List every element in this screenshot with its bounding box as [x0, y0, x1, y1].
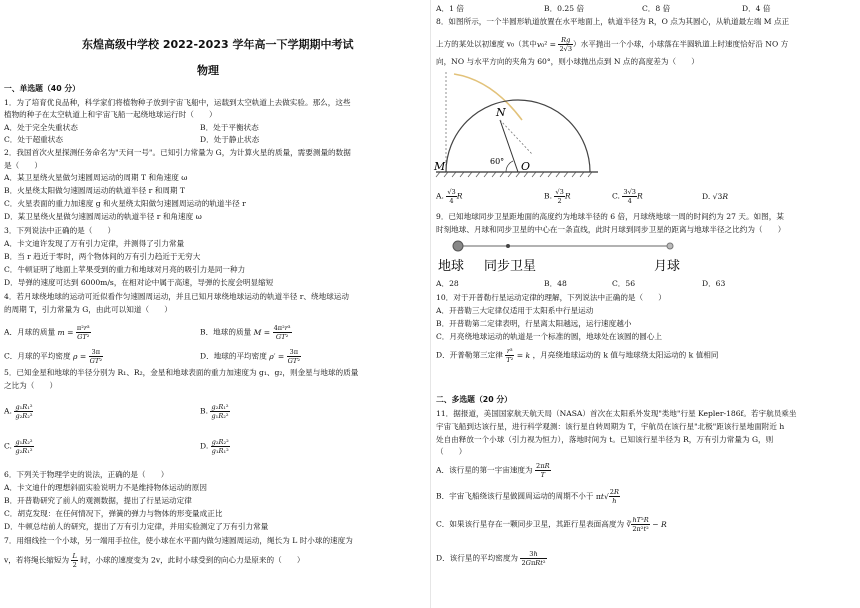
q9-option-d: D．63 [702, 279, 726, 288]
q6-option-b: B．开普勒研究了前人的观测数据，提出了行星运动定律 [4, 496, 192, 505]
q6-stem: 6．下列关于物理学史的说法，正确的是（ ） [4, 470, 169, 479]
satellite-dot [506, 244, 510, 248]
q8-option-d: D. √3R [702, 192, 729, 201]
q2-option-c: C．火星表面的重力加速度 g 和火星绕太阳做匀速圆周运动的轨道半径 r [4, 199, 246, 208]
q7-stem-2: v，若将绳长缩短为 $\frac{L}{2}$ 时，小球的速度变为 2v，此时小球受到的向心力是原来的（ ） [4, 552, 305, 569]
q1-option-c: C．处于超重状态 [4, 135, 63, 144]
q11-option-d: D．该行星的平均密度为 $\frac{3h}{\text{2GπRt²}}$ [436, 550, 546, 567]
q4-option-d-formula: ρ′ = $\frac{3\pi}{\text{GT²}}$ [269, 348, 300, 365]
q10-option-a: A．开普勒三大定律仅适用于太阳系中行星运动 [436, 306, 594, 315]
q10-option-d: D．开普勒第三定律 $\frac{\text{r³}}{\text{T²}}$ = k ，月亮绕地球运动的 k 值与地球绕太阳运动的 k 值相同 [436, 347, 719, 364]
q11-stem-1: 11．据报道，美国国家航天航天局（NASA）首次在太阳系外发现"类地"行星 Kepler-186f。若宇航员乘坐 [436, 409, 797, 418]
q4-option-b: B．地球的质量 M = $\frac{\text{4π²r³}}{\text{GT²}}$ [200, 324, 291, 341]
q4-option-d: D．地球的平均密度 ρ′ = $\frac{3\pi}{\text{GT²}}$ [200, 348, 300, 365]
q4-option-c-formula: ρ = $\frac{3\pi}{\text{GT²}}$ [72, 348, 102, 365]
subject-title: 物理 [197, 64, 219, 77]
q9-figure [432, 236, 692, 276]
label-moon: 月球 [654, 259, 681, 274]
q11-option-c: C．如果该行星存在一颗同步卫星，其距行星表面高度为 ∛ $\frac{\text{hT²R}}{\text{2π²t²}}$ − R [436, 516, 667, 533]
q11-option-a: A．该行星的第一宇宙速度为 $\frac{2\pi R}{T}$ [436, 462, 550, 479]
q7-stem-1: 7．用细线拴一个小球，另一端用手拉住，使小球在水平面内做匀速圆周运动，绳长为 L 时小球的速度为 [4, 536, 353, 545]
q10-option-b: B．开普勒第二定律表明，行星离太阳越远，运行速度越小 [436, 319, 632, 328]
label-earth: 地球 [438, 259, 465, 274]
q7-option-b: B．0.25 倍 [544, 4, 585, 13]
q10-stem: 10．对于开普勒行星运动定律的理解，下列说法中正确的是（ ） [436, 293, 666, 302]
q11-stem-2: 宇宙飞船到达该行星，进行科学观测：该行星自转周期为 T，宇航员在该行星"北极"距该行星地面附近 h [436, 422, 785, 431]
q5-stem-1: 5．已知金星和地球的半径分别为 R₁、R₂，金星和地球表面的重力加速度为 g₁、g₂，则金星与地球的质量 [4, 368, 359, 377]
q3-option-c: C．牛顿证明了地面上苹果受到的重力和地球对月亮的吸引力是同一种力 [4, 265, 246, 274]
q8-option-a-formula: $\frac{√3}{4}$ [447, 188, 456, 205]
q8-figure [432, 70, 632, 180]
q11-option-c-formula: ∛ $\frac{\text{hT²R}}{\text{2π²t²}}$ − R [626, 516, 667, 533]
label-angle: 60° [490, 157, 505, 166]
q4-option-c: C．月球的平均密度 ρ = $\frac{3\pi}{\text{GT²}}$ [4, 348, 102, 365]
q4-option-a-formula: m = $\frac{\text{π²r³}}{\text{GT²}}$ [57, 324, 90, 341]
q6-option-c: C．胡克发现：在任何情况下，弹簧的弹力与物体的形变量成正比 [4, 509, 223, 518]
q8-v0-formula: v₀² = $\frac{Rg}{2√3}$ [536, 36, 573, 53]
trajectory-curve [454, 74, 522, 120]
q5-stem-2: 之比为（ ） [4, 381, 58, 390]
q4-option-b-formula: M = $\frac{\text{4π²r³}}{\text{GT²}}$ [253, 324, 291, 341]
q7-option-d: D．4 倍 [742, 4, 771, 13]
q8-stem-1: 8．如图所示，一个半圆形轨道放置在水平地面上，轨道半径为 R，O 点为其圆心，从轨道最左端 M 点正 [436, 17, 790, 26]
q5-option-b: B. $\frac{\text{g₂R₁²}}{\text{g₁R₂²}}$ [200, 403, 229, 420]
q5-option-d-formula: $\frac{\text{g₂R₂²}}{\text{g₁R₁²}}$ [211, 438, 229, 455]
q1-stem-2: 植物的种子在太空轨道上和宇宙飞船一起绕地球运行时（ ） [4, 110, 217, 119]
q2-option-a: A．某卫星绕火星做匀速圆周运动的周期 T 和角速度 ω [4, 173, 188, 182]
q6-option-a: A．卡文迪什的理想斜面实验说明力不是维持物体运动的原因 [4, 483, 207, 492]
q5-option-a-formula: $\frac{\text{g₁R₁²}}{\text{g₂R₂²}}$ [15, 403, 33, 420]
q9-stem-2: 时刻地球、月球和同步卫星的中心在一条直线，此时月球到同步卫星的距离与地球半径之比约为（ ） [436, 225, 786, 234]
q1-option-b: B．处于平衡状态 [200, 123, 259, 132]
q4-option-a: A．月球的质量 m = $\frac{\text{π²r³}}{\text{GT²}}$ [4, 324, 90, 341]
q9-option-a: A．28 [436, 279, 459, 288]
q1-option-a: A．处于完全失重状态 [4, 123, 78, 132]
column-divider [430, 0, 431, 608]
q3-stem: 3．下列说法中正确的是（ ） [4, 226, 116, 235]
q11-stem-4: （ ） [436, 447, 467, 456]
q10-option-c: C．月亮绕地球运动的轨道是一个标准的圆，地球处在该圆的圆心上 [436, 332, 663, 341]
q10-kepler-formula: $\frac{\text{r³}}{\text{T²}}$ = k [506, 347, 531, 364]
semicircle-track [446, 100, 590, 172]
section-multi-choice: 二、多选题（20 分） [436, 395, 512, 404]
q4-stem-1: 4．若月球绕地球的运动可近似看作匀速圆周运动，并且已知月球绕地球运动的轨道半径 r、绕地球运动 [4, 292, 349, 301]
q3-option-b: B．当 r 趋近于零时，两个物体间的万有引力趋近于无穷大 [4, 252, 201, 261]
earth-dot [453, 241, 463, 251]
q2-option-b: B．火星绕太阳做匀速圆周运动的轨道半径 r 和周期 T [4, 186, 185, 195]
label-n: N [496, 106, 506, 119]
q7-option-c: C．8 倍 [642, 4, 671, 13]
q8-option-c-formula: $\frac{3√3}{4}$ [623, 188, 636, 205]
q11-option-b: B．宇宙飞船绕该行星做圆周运动的周期不小于 πt√ $\frac{2R}{h}$ [436, 488, 619, 505]
q5-option-c: C. $\frac{\text{g₁R₂²}}{\text{g₂R₁²}}$ [4, 438, 33, 455]
q11-option-b-formula: πt√ $\frac{2R}{h}$ [595, 488, 619, 505]
q7-fraction: $\frac{L}{2}$ [72, 552, 77, 569]
q9-option-c: C．56 [612, 279, 636, 288]
exam-title: 东煌高级中学校 2022-2023 学年高一下学期期中考试 [82, 38, 354, 51]
ground-hatching [436, 172, 592, 177]
q8-option-d-formula: √3R [712, 192, 729, 201]
q5-option-a: A. $\frac{\text{g₁R₁²}}{\text{g₂R₂²}}$ [4, 403, 33, 420]
q11-stem-3: 处自由释放一个小球（引力视为恒力），落地时间为 t。已知该行星半径为 R，万有引力常量为 G，则 [436, 435, 774, 444]
q1-stem-1: 1．为了培育优良品种，科学家们将植物种子放到宇宙飞船中，运载到太空轨道上去做实验。那么，这些 [4, 98, 351, 107]
label-o: O [521, 160, 531, 173]
q2-stem-1: 2．我国首次火星探测任务命名为"天问一号"。已知引力常量为 G，为计算火星的质量，需要测量的数据 [4, 148, 351, 157]
q6-option-d: D．牛顿总结前人的研究，提出了万有引力定律，并用实验测定了万有引力常量 [4, 522, 269, 531]
q1-option-d: D．处于静止状态 [200, 135, 260, 144]
q3-option-d: D．导弹的速度可达到 6000m/s，在相对论中属于高速，导弹的长度会明显缩短 [4, 278, 274, 287]
q9-stem-1: 9．已知地球同步卫星距地面的高度约为地球半径的 6 倍，月球绕地球一周的时间约为 27 天。如图，某 [436, 212, 784, 221]
q11-option-d-formula: $\frac{3h}{\text{2GπRt²}}$ [521, 550, 546, 567]
q2-option-d: D．某卫星绕火星做匀速圆周运动的轨道半径 r 和角速度 ω [4, 212, 202, 221]
q9-option-b: B．48 [544, 279, 567, 288]
label-m: M [434, 160, 446, 173]
angle-arc [506, 161, 513, 172]
q8-option-b-formula: $\frac{√3}{2}$ [555, 188, 564, 205]
velocity-dashed-line [500, 120, 532, 154]
q5-option-d: D. $\frac{\text{g₂R₂²}}{\text{g₁R₁²}}$ [200, 438, 229, 455]
right-column [432, 0, 860, 608]
q5-option-c-formula: $\frac{\text{g₁R₂²}}{\text{g₂R₁²}}$ [15, 438, 33, 455]
q5-option-b-formula: $\frac{\text{g₂R₁²}}{\text{g₁R₂²}}$ [211, 403, 229, 420]
q4-stem-2: 的周期 T，引力常量为 G，由此可以知道（ ） [4, 305, 172, 314]
moon-dot [667, 243, 673, 249]
q8-option-c: C. $\frac{3√3}{4}$ R [612, 188, 643, 205]
q8-stem-2: 上方的某处以初速度 v₀（其中v₀² = $\frac{Rg}{2√3}$ ）水平抛出一个小球，小球落在半圆轨道上时速度恰好沿 NO 方 [436, 36, 789, 53]
q7-option-a: A．1 倍 [436, 4, 464, 13]
q11-option-a-formula: $\frac{2\pi R}{T}$ [536, 462, 550, 479]
q2-stem-2: 是（ ） [4, 161, 42, 170]
q8-option-b: B. $\frac{√3}{2}$ R [544, 188, 571, 205]
label-satellite: 同步卫星 [484, 259, 537, 274]
q8-stem-3: 向，NO 与水平方向的夹角为 60°，则小球抛出点到 N 点的高度差为（ ） [436, 57, 699, 66]
q8-option-a: A. $\frac{√3}{4}$ R [436, 188, 463, 205]
section-single-choice: 一、单选题（40 分） [4, 84, 80, 93]
q3-option-a: A．卡文迪许发现了万有引力定律，并测得了引力常量 [4, 239, 185, 248]
